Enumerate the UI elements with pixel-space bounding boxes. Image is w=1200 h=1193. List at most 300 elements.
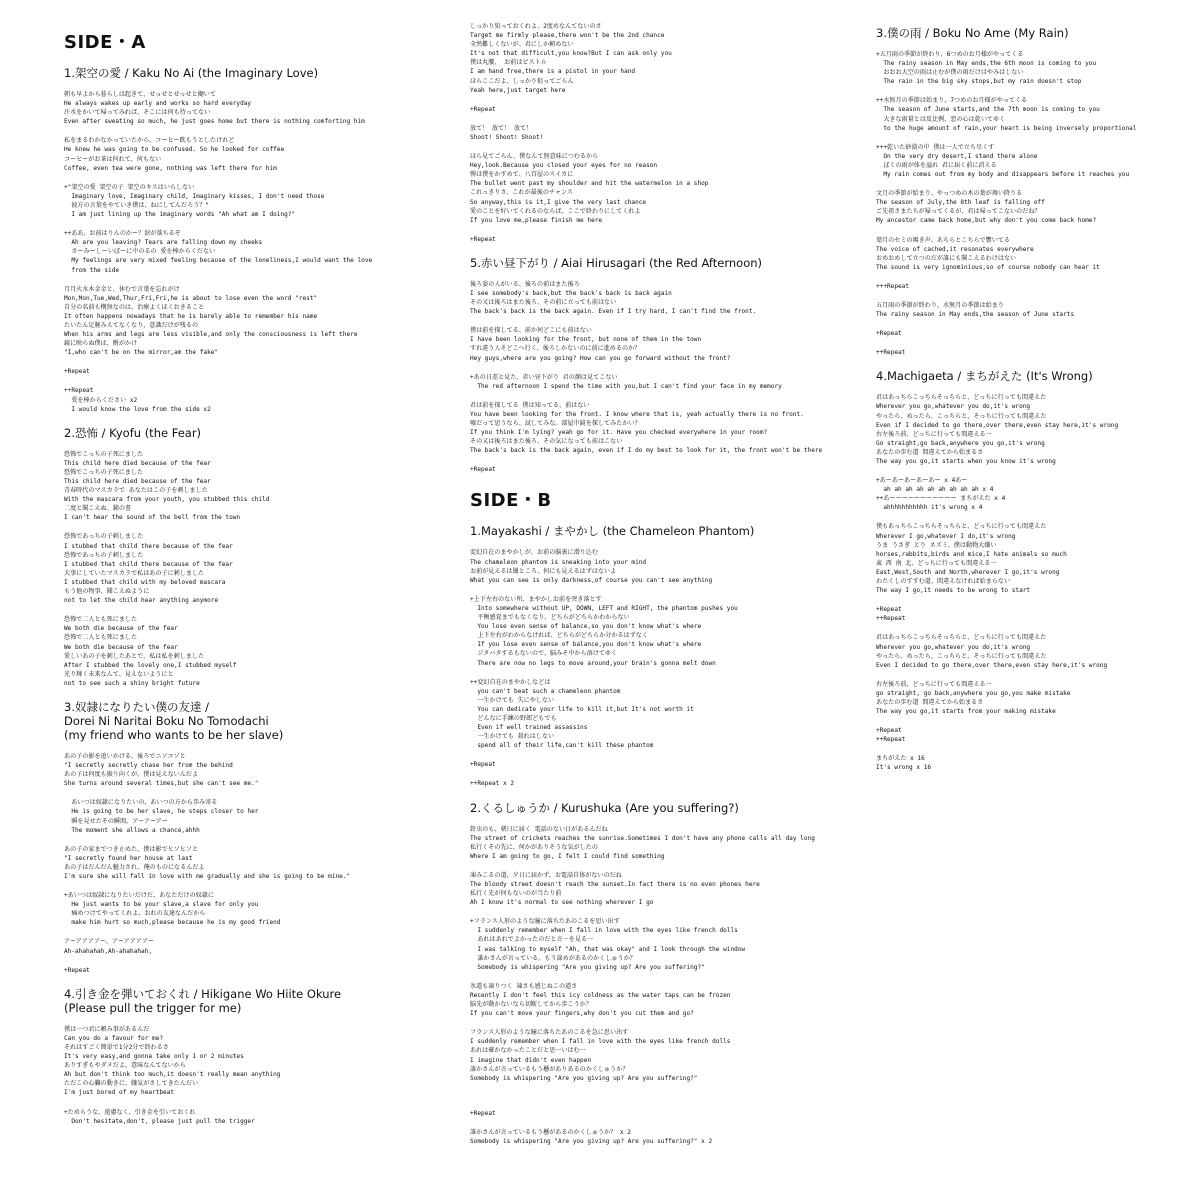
lyric-line: +Repeat xyxy=(64,966,90,974)
stanza xyxy=(470,982,830,1018)
lyric-line: ahhhhhhhhhhh it's wrong x 4 xyxy=(876,504,983,512)
stanza xyxy=(64,285,434,358)
lyric-line: Into somewhere without UP, DOWN, LEFT and RIGHT, the phantom pushes you xyxy=(470,604,738,612)
lyric-line: not to let the child hear anything anymore xyxy=(64,597,219,605)
lyric-line: まちがえた x 16 xyxy=(876,755,925,763)
lyric-line: わたくしのすすむ道、間違えなければ始まらない xyxy=(876,578,1011,586)
stanza xyxy=(64,450,434,523)
lyric-line: There are now no legs to move around,your brain's gonna melt down xyxy=(470,659,716,667)
lyric-line: 汗水をかいて帰ってみれば、そこには何も待ってない xyxy=(64,109,211,117)
lyric-line: やったら、めったら、こっちらと、そっちに行っても間違えた xyxy=(876,652,1047,660)
lyric-line: The season of June starts,and the 7th moon is coming to you xyxy=(876,106,1100,114)
lyric-line: If you lose even sense of balance,you don't know what's where xyxy=(470,641,702,649)
stanza xyxy=(876,50,1176,86)
lyric-line: ++Repeat xyxy=(876,615,906,623)
side-title: SIDE・A xyxy=(64,32,146,53)
lyric-line: He knew he was going to be confused. So he looked for coffee xyxy=(64,146,285,154)
lyric-line: I am just lining up the imaginary words "Ah what am I doing?" xyxy=(64,211,296,219)
lyric-line: 誰かさんが言っているもう懸があるのかくしゅうか？ x 2 xyxy=(470,1128,631,1136)
stanza xyxy=(64,615,434,688)
stanza xyxy=(64,532,434,605)
lyric-line: 嘘だって思うなら、試してみな。部屋中鏡を探してみたかい？ xyxy=(470,420,641,427)
song-block xyxy=(470,22,830,244)
lyric-line: The voice of cached,it resonates everywhere xyxy=(876,245,1034,253)
stanza xyxy=(470,760,830,769)
song-title: 4.Machigaeta / まちがえた (It's Wrong) xyxy=(876,369,1093,384)
lyric-line: Even I decided to go there,over there,even stay here,it's wrong xyxy=(876,661,1108,669)
stanza xyxy=(876,96,1176,132)
lyric-line: Ah are you leaving? Tears are falling down my cheeks xyxy=(64,239,263,247)
stanza xyxy=(876,633,1176,669)
lyric-line: 瞬を見せたその瞬間、アーアーアー xyxy=(64,817,168,825)
stanza xyxy=(876,476,1176,512)
song-title: 2.くるしゅうか / Kurushuka (Are you suffering?) xyxy=(470,800,739,815)
lyric-line: I can't hear the sound of the bell from the town xyxy=(64,514,241,522)
lyric-line: ++ああ、お前はりんのかー？涙が落ちるぞ xyxy=(64,230,181,238)
stanza xyxy=(876,348,1176,357)
lyric-line: あの子は何度も振り向くが、僕は見えないんだよ xyxy=(64,771,199,779)
lyric-line: 僕は一つ君に頼み事があるんだ xyxy=(64,1025,150,1033)
lyric-line: He just wants to be your slave,a slave for only you xyxy=(64,901,259,909)
lyric-line: 痛めつけてやってくれよ、おれの友達なんだから xyxy=(64,910,206,918)
stanza xyxy=(470,871,830,907)
lyric-line: Somebody is whispering "Are you giving up? Are you suffering?" xyxy=(470,1074,698,1082)
lyric-line: Somebody is whispering "Are you giving up? Are you suffering?" x 2 xyxy=(470,1137,713,1145)
lyric-line: Don't hesitate,don't, please just pull the trigger xyxy=(64,1117,255,1125)
song-block xyxy=(64,700,434,975)
lyric-line: 私をまるわかなかっていたから、コーヒー飲もうとしたけれど xyxy=(64,137,235,145)
lyric-line: おおお大空の雨は止むが僕の雨だけはやみはしない xyxy=(876,69,1024,77)
lyric-line: 恐怖で二人とも死にました xyxy=(64,634,138,642)
lyric-line: ご先祖さまたちが帰ってくるが、君は帰ってこないのだね？ xyxy=(876,208,1041,216)
lyric-line: Wherever you go,whatever you do,it's wrong xyxy=(876,643,1031,651)
song-block xyxy=(876,369,1176,772)
stanza xyxy=(64,183,434,219)
stanza xyxy=(64,136,434,172)
lyric-line: +五月雨の季節が終わり、6つめのお月様がやってくる xyxy=(876,51,1024,58)
lyric-line: +Repeat xyxy=(470,466,496,474)
lyric-line: +++Repeat xyxy=(876,282,910,290)
lyric-line: 光り輝く未来なんて、見えないようにと xyxy=(64,670,174,678)
lyric-line: East,West,South and North,wherever I go,it's wrong xyxy=(876,568,1060,576)
lyric-line: She turns around several times,but she can't see me." xyxy=(64,780,259,788)
stanza xyxy=(470,1109,830,1118)
lyric-line: The sound is very ignominious,so of course nobody can hear it xyxy=(876,263,1100,271)
lyric-line: Mon,Mon,Tue,Wed,Thur,Fri,Fri,he is about to lose even the word "rest" xyxy=(64,294,318,302)
lyric-line: I am hand free,there is a pistol in your hand xyxy=(470,68,636,76)
stanza xyxy=(64,798,434,834)
stanza xyxy=(64,367,434,376)
column-2 xyxy=(470,22,830,1158)
lyric-line: So anyway,this is it,I give the very last chance xyxy=(470,198,647,206)
lyric-line: 後ろ姿の人がいる、後ろの前はまた後ろ xyxy=(470,280,580,288)
lyric-line: make him hurt so much,please because he is my good friend xyxy=(64,919,281,927)
lyric-line: すれ違う人そどこへ行く、後ろしかないのに前に進めるのか？ xyxy=(470,345,641,353)
stanza xyxy=(470,595,830,668)
lyric-line: 変幻自在のまやかしが、お前の脳裏に潜り込む xyxy=(470,549,598,557)
lyric-line: I suddenly remember when I fall in love with the eyes like french dolls xyxy=(470,927,738,935)
lyric-line: +Repeat xyxy=(876,727,902,735)
lyric-line: その又は後ろはまた後ろ、その前に立っても前はない xyxy=(470,299,617,307)
lyric-line: The season of July,the 8th leaf is falling off xyxy=(876,199,1045,207)
lyric-line: I was talking to myself "Ah, that was okay" and I look through the window xyxy=(470,945,746,953)
lyric-line: The bullet went past my shoulder and hit the watermelon in a shop xyxy=(470,180,709,188)
lyric-line: ジタバタするもないので、脳みそ中から溶けてゆく xyxy=(470,650,618,658)
lyric-line: This child here died because of the fear xyxy=(64,459,211,467)
stanza xyxy=(470,465,830,474)
stanza xyxy=(470,678,830,751)
stanza xyxy=(876,301,1176,319)
lyric-line: 愛を棒からください x2 xyxy=(64,396,138,404)
lyric-line: from the side xyxy=(64,266,120,274)
lyric-line: Yeah here,just target here xyxy=(470,86,566,94)
lyric-line: 君はあっちらこっちらそっちらと、どっちに行っても間違えた xyxy=(876,394,1047,402)
stanza xyxy=(876,522,1176,595)
lyric-line: Can you do a favour for me? xyxy=(64,1034,164,1042)
lyric-line: 恐怖でこっちの子死にました xyxy=(64,468,144,476)
lyric-line: The chameleon phantom is sneaking into your mind xyxy=(470,558,647,566)
lyric-line: The rainy season in May ends,the season of June starts xyxy=(876,311,1075,319)
lyric-line: Even if I decided to go there,over there,even stay here,it's wrong xyxy=(876,421,1119,429)
lyric-line: さーみーしーいぼーに中のるの 愛を棒からくだない xyxy=(64,248,216,256)
lyric-line: 僕は丸腰、 お前はピストル xyxy=(470,59,547,67)
lyric-line: If you can't move your fingers,why don't you cut them and go? xyxy=(470,1010,694,1018)
lyric-line: ありすぎもやダメだよ、意味なんてないから xyxy=(64,1062,186,1070)
lyric-line: あなたの歩む道 間違えてから始まるさ xyxy=(876,698,984,706)
lyric-line: 鏡に映らぬ僕は、贋がかけ xyxy=(64,340,138,348)
lyric-line: 私行く先が何もないのが当たり前 xyxy=(470,890,562,898)
lyric-line: When his arms and legs are less visible,and only the consciousness is left there xyxy=(64,331,358,339)
stanza xyxy=(876,329,1176,338)
lyric-line: 弾は僕をかすめて、八百屋のスイカに xyxy=(470,171,574,179)
lyric-line: I'm sure she will fall in love with me gradually and she is going to be mine." xyxy=(64,873,351,880)
lyric-line: 誰かさんが言っている。もう諦めがあるのかくしゅうか？ xyxy=(470,954,636,962)
lyric-line: Wherever I go,whatever I do,it's wrong xyxy=(876,532,1016,540)
lyric-line: 全然難しくないが、君にしか頼めない xyxy=(470,41,574,49)
lyric-line: 恐怖であっちの子刺しました xyxy=(64,551,144,559)
song-title: 3.奴隷になりたい僕の友達 / Dorei Ni Naritai Boku No Tomodachi (my friend who wants to be her slave) xyxy=(64,699,284,742)
stanza xyxy=(876,282,1176,291)
stanza xyxy=(64,752,434,788)
lyric-line: あれはあれでよかったのだと言一を見る一 xyxy=(470,936,594,944)
lyric-line: The way I go,it needs to be wrong to start xyxy=(876,587,1031,595)
lyric-line: Coffee, even tea were gone, nothing was left there for him xyxy=(64,164,277,172)
lyric-line: やったら、めったら、こっちらと、そっちに行っても間違えた xyxy=(876,412,1047,420)
lyric-line: you can't beat such a chameleon phantom xyxy=(470,687,621,695)
lyric-line: Go straight,go back,anywhere you go,it's wrong xyxy=(876,439,1045,447)
lyric-line: 誰かさんが言っているもう懸がありあるのかくしゅうか？ xyxy=(470,1065,629,1073)
lyric-line: 君はあっちらこっちらそっちらと、どっちに行っても間違えた xyxy=(876,634,1047,642)
lyric-line: I imagine that didn't even happen xyxy=(470,1056,592,1064)
lyric-line: It's not that difficult,you know?But I can ask only you xyxy=(470,50,672,58)
lyric-line: You lose even sense of balance,so you don't know what's where xyxy=(470,623,702,631)
lyric-line: 自分の名前も構無なのは、治療よくほくおきること xyxy=(64,303,205,311)
stanza xyxy=(470,373,830,391)
lyric-line: You can dedicate your life to kill it,but It's not worth it xyxy=(470,705,694,713)
lyric-line: horses,rabbits,birds and mice,I hate animals so much xyxy=(876,550,1067,558)
lyric-line: I have been looking for the front, but none of them in the town xyxy=(470,336,702,344)
lyric-line: Ah I know it's normal to see nothing wherever I go xyxy=(470,899,654,907)
lyric-line: 一生かけても 殺れはしない xyxy=(470,733,555,741)
lyric-line: Somebody is whispering "Are you giving up? Are you suffering?" xyxy=(470,963,705,971)
lyric-line: お前が見えるは闇ところ、何にも見えるはずはないよ xyxy=(470,567,617,575)
lyric-line: あれは確かなかったことだと思一いはむ一 xyxy=(470,1047,586,1055)
lyric-line: What you can see is only darkness,of course you can't see anything xyxy=(470,576,713,584)
lyric-line: It's wrong x 16 xyxy=(876,764,932,772)
lyric-line: He always wakes up early and works so hard everyday xyxy=(64,100,252,108)
lyric-line: If you think I'm lying? yeah go for it. Have you checked everywhere in your room? xyxy=(470,429,768,437)
lyric-line: 愛しいあの子を刺したあとで、私は私を刺しました xyxy=(64,652,205,660)
stanza xyxy=(876,605,1176,623)
lyric-line: ぼくの雨が体を溢れ 君に届く前に消える xyxy=(876,161,997,169)
lyric-line: After I stubbed the lovely one,I stubbed myself xyxy=(64,661,237,669)
lyric-line: あなたの歩む道 間違えてから始まるさ xyxy=(876,448,984,456)
song-block xyxy=(64,66,434,414)
lyric-line: The bloody street doesn't reach the sunset.In fact there is no even phones here xyxy=(470,881,760,888)
lyric-line: 鈴虫のも、朝日に届く 電話のない日があるんだね xyxy=(470,825,608,833)
lyric-line: うま うさぎ とり ネズミ、僕は動物大嫌い xyxy=(876,541,997,549)
lyric-line: あいつは奴隷になりたいの、あいつの方から歩み寄る xyxy=(64,799,218,807)
lyric-line: Where I am going to go, I felt I could find something xyxy=(470,852,665,860)
lyric-line: "I,who can't be on the mirror,am the fake" xyxy=(64,349,219,357)
lyric-line: +ためらうな、遠慮なく、引き金を引いておくれ xyxy=(64,1108,196,1116)
lyric-line: 私行くその先に、何かがありそうな気がしたの xyxy=(470,843,598,851)
lyric-line: "I secretly secretly chase her from the behind xyxy=(64,762,233,770)
lyric-line: フランス人形のような瞳に落ちたあのこるを急に思い出す xyxy=(470,1029,629,1037)
lyric-line: 平衡感覚までもなくなり、どちらがどちらかわからない xyxy=(470,614,630,622)
lyric-line: 凍みこるの道、夕日に届かず、お電話自体がないのだね xyxy=(470,871,622,879)
stanza xyxy=(470,401,830,456)
lyric-line: 文月の季節が始まり、やっつめの木の葉が舞い降りる xyxy=(876,190,1023,198)
lyric-line: Wherever you go,whatever you do,it's wrong xyxy=(876,403,1031,411)
lyric-line: 大事にしていたマスカラで私はあの子に刺しました xyxy=(64,569,205,577)
lyric-line: It often happens nowadays that he is barely able to remember his name xyxy=(64,312,318,320)
lyric-line: 氷道も凍りつく 凍さも感じぬこの道さ xyxy=(470,982,578,990)
lyric-line: go straight, go back,anywhere you go,you make mistake xyxy=(876,689,1071,697)
lyric-line: If you love me,please finish me here xyxy=(470,216,603,224)
lyric-line: 葉月のセミの鳴き声、あちらとこちらで響いてる xyxy=(876,236,1011,244)
lyric-line: +上下左右のない所、まやかしお前を突き落とす xyxy=(470,595,602,603)
lyric-line: 愛のことを好いてくれるのならば、ここで終わりにしてくれよ xyxy=(470,207,641,215)
column-3 xyxy=(876,22,1176,785)
stanza xyxy=(470,917,830,972)
lyric-line: Recently I don't feel this icy coldness as the water taps can be frozen xyxy=(470,991,731,999)
stanza xyxy=(470,825,830,861)
lyric-line: 二度と聞こえぬ、鐘の書 xyxy=(64,505,132,513)
lyric-line: 恐怖でこっちの子死にました xyxy=(64,450,144,458)
song-block xyxy=(64,426,434,688)
lyric-line: I stubbed that child with my beloved mascara xyxy=(64,578,226,586)
lyric-line: The rain in the big sky stops,but my rain doesn't stop xyxy=(876,78,1082,86)
lyric-line: Target me firmly please,there won't be the 2nd chance xyxy=(470,32,665,40)
lyric-line: My ancestor came back home,but why don't you come back home? xyxy=(876,217,1097,225)
lyric-line: Ah but don't think too much,it doesn't really mean anything xyxy=(64,1071,281,1079)
lyric-line: ほらここだよ、しっかり狙ってごらん xyxy=(470,77,574,85)
lyric-line: We both die because of the fear xyxy=(64,625,178,633)
lyric-line: I see somebody's back,but the back's back is back again xyxy=(470,289,672,297)
stanza xyxy=(876,754,1176,772)
lyric-line: ++Repeat xyxy=(64,387,94,395)
stanza xyxy=(876,236,1176,272)
lyric-line: spend all of their life,can't kill these phantom xyxy=(470,742,654,750)
lyric-line: My feelings are very mixed feeling because of the loneliness,I would want the love xyxy=(64,257,373,265)
lyric-line: ++Repeat xyxy=(876,736,906,744)
lyric-line: ++Repeat x 2 xyxy=(470,780,515,788)
lyric-line: +Repeat xyxy=(470,1109,496,1117)
lyric-line: 右左後ろ前、どっちに行っても間違える一 xyxy=(876,680,992,688)
stanza xyxy=(64,845,434,881)
lyric-line: 上下左右がわからなければ、どちらがどちらか分かるはずなく xyxy=(470,632,648,640)
lyric-line: Shoot! Shoot! Shoot! xyxy=(470,133,544,141)
lyric-line: Ah-ahahahah,Ah-ahahahah, xyxy=(64,947,153,955)
lyric-line: Hey,look.Because you closed your eyes for no reason xyxy=(470,162,658,170)
lyric-line: あの子はだんだん魅力され、俺のものになるんだよ xyxy=(64,863,205,871)
lyric-line: ++Repeat xyxy=(876,349,906,357)
stanza xyxy=(64,937,434,955)
lyric-line: "I secretly found her house at last xyxy=(64,854,193,862)
side-title: SIDE・B xyxy=(470,490,552,512)
lyric-line: +Repeat xyxy=(64,368,90,376)
lyric-line: I stubbed that child there because of the fear xyxy=(64,560,233,568)
lyric-line: ++水無月の季節は始まり、7つめのお月様がやってくる xyxy=(876,97,1028,105)
lyric-line: I'm just bored of my heartbeat xyxy=(64,1089,175,1097)
lyric-line: The back's back is the back again. Even if I try hard, I can't find the front. xyxy=(470,308,757,316)
lyric-line: ただこの心臓の動きに、嫌気がさしてきたんだい xyxy=(64,1080,199,1088)
lyric-line: 大きな雨量とは反比例、恋の心は乾いてゆく xyxy=(876,115,1006,123)
stanza xyxy=(470,124,830,142)
stanza xyxy=(876,189,1176,225)
stanza xyxy=(64,891,434,927)
column-1 xyxy=(64,22,434,1138)
stanza xyxy=(64,229,434,274)
lyric-line: 青春時代のマスカラで あなたはこの子を刺しました xyxy=(64,487,208,495)
stanza xyxy=(470,548,830,584)
lyric-line: +Repeat xyxy=(470,105,496,113)
lyric-line: +++乾いた砂漠の中 僕は一人で立ち尽くす xyxy=(876,143,995,151)
lyric-line: The way you go,it starts from your making mistake xyxy=(876,708,1056,716)
lyric-line: It's very easy,and gonna take only 1 or 2 minutes xyxy=(64,1053,244,1061)
stanza xyxy=(876,680,1176,716)
lyric-line: 君は前を探してる 僕は知ってる、前はない xyxy=(470,401,590,409)
lyric-line: This child here died because of the fear xyxy=(64,478,211,485)
stanza xyxy=(470,152,830,225)
stanza xyxy=(470,22,830,95)
lyric-line: Hey guys,where are you going? How can you go forward without the front? xyxy=(470,354,731,362)
lyric-line: You have been looking for the front. I know where that is, yeah actually there is no front. xyxy=(470,410,804,418)
lyric-line: +あーあーあーあーあー x 4あー xyxy=(876,477,968,485)
lyric-line: 恐怖で二人とも死にました xyxy=(64,616,138,624)
lyric-line: 放て！ 放て！ 放て！ xyxy=(470,124,533,132)
stanza xyxy=(470,1128,830,1146)
lyric-line: あの子の家までつき止めた、僕は影でヒソヒソと xyxy=(64,845,199,853)
stanza xyxy=(876,393,1176,466)
lyric-line: ++変幻自在のまやかしなどは xyxy=(470,678,551,686)
lyric-line: We both die because of the fear xyxy=(64,643,178,651)
stanza xyxy=(64,90,434,126)
stanza xyxy=(470,105,830,114)
lyric-line: I stubbed that child there because of the fear xyxy=(64,542,233,550)
stanza xyxy=(64,386,434,413)
lyric-line: 彼方の言葉をやていき僕は、ねにしてんだろう？" xyxy=(64,201,210,209)
lyric-line: その又は後ろはまた後ろ、その気になっても前はこない xyxy=(470,438,623,446)
stanza xyxy=(876,726,1176,744)
lyric-line: コーヒーがお茶は何れて、何もない xyxy=(64,155,162,163)
lyric-line: おめおめして立つのだが誰にも聞こえるわけはない xyxy=(876,254,1017,262)
lyric-line: +Repeat xyxy=(470,761,496,769)
lyric-line: あの子の影を追いかける、後ろでニソコソと xyxy=(64,752,186,760)
lyric-line: ほら見てごらん、僕なんて無意味につむるから xyxy=(470,153,599,161)
lyric-line: He is going to be her slave, he steps closer to her xyxy=(64,808,259,816)
lyric-line: On the very dry desert,I stand there alone xyxy=(876,152,1038,160)
stanza xyxy=(64,1108,434,1126)
lyric-line: My rain comes out from my body and disappears before it reaches you xyxy=(876,171,1130,179)
lyric-line: 東 西 南 北、どっちに行っても間違える一 xyxy=(876,559,997,567)
lyric-line: The rainy season in May ends,the 6th moon is coming to you xyxy=(876,60,1097,68)
lyric-line: 月月火水木金金と、休むで言葉を忘れがけ xyxy=(64,285,180,293)
stanza xyxy=(470,235,830,244)
song-block xyxy=(470,524,830,788)
lyric-line: The moment she allows a chance,ahhh xyxy=(64,826,200,834)
song-title: 1.Mayakashi / まやかし (the Chameleon Phantom) xyxy=(470,524,755,539)
lyric-line: +Repeat xyxy=(876,606,902,614)
lyric-line: +"架空の愛 架空の子 架空のキスはいらしない xyxy=(64,183,195,191)
lyric-line: 恐怖であっちの子刺しました xyxy=(64,533,144,541)
lyric-line: 朝も早よから暮らしは起きて、せっせとせっせと働いて xyxy=(64,91,216,98)
lyric-line: The way you go,it starts when you know it's wrong xyxy=(876,458,1056,465)
lyric-line: +あの日差と見た、赤い昼下がり 君の顔は見てこない xyxy=(470,373,618,381)
lyric-line: 五月雨の季節が終わり、水無月の季節は始まり xyxy=(876,301,1004,309)
lyric-line: それはすごく簡単で1分2分で終わるさ xyxy=(64,1043,169,1051)
lyric-line: アーアアアアー、アーアアアアー xyxy=(64,938,154,946)
lyric-line: I suddenly remember when I fall in love with the eyes like french dolls xyxy=(470,1038,731,1046)
lyric-line: たいたん足腕みえてなくなり、意識だけが残るの xyxy=(64,321,199,329)
lyric-line: ++あーーーーーーーーーーー まちがえた x 4 xyxy=(876,495,1006,503)
lyric-line: 右左後ろ前、どっちに行っても間違える一 xyxy=(876,430,992,438)
lyric-line: ah ah ah ah ah ah ah ah ah x 4 xyxy=(876,486,994,494)
lyric-line: これっきりさ、これが最後のチャンス xyxy=(470,189,573,197)
song-title: 4.引き金を弾いておくれ / Hikigane Wo Hiite Okure (Please pull the trigger for me) xyxy=(64,986,342,1015)
song-title: 1.架空の愛 / Kaku No Ai (the Imaginary Love) xyxy=(64,66,319,80)
lyric-line: もう他の物事、聞こえぬように xyxy=(64,588,150,596)
stanza xyxy=(470,326,830,362)
lyric-line: 僕もあっちらこっちらそっちらと、どっちに行っても間違えた xyxy=(876,523,1047,531)
lyric-line: +フランス人形のような瞳に落ちたあのこるを思い出す xyxy=(470,918,620,926)
song-block xyxy=(470,256,830,475)
song-title: 5.赤い昼下がり / Aiai Hirusagari (the Red Afternoon) xyxy=(470,255,763,270)
stanza xyxy=(470,1093,830,1099)
song-block xyxy=(876,26,1176,357)
stanza xyxy=(64,966,434,975)
song-block xyxy=(64,987,434,1126)
lyric-line: to the huge amount of rain,your heart is being inversely proportional xyxy=(876,124,1137,132)
lyric-line: しっかり狙っておくれよ、2度めなんてないのさ xyxy=(470,23,602,30)
lyric-line: The back's back is the back again, even if I do my best to look for it, the front won't be there xyxy=(470,447,823,455)
lyric-line: I would know the love from the side x2 xyxy=(64,405,211,413)
lyric-line: どんなに手練の野郎どもでも xyxy=(470,714,557,722)
lyric-line: not to see such a shiny bright future xyxy=(64,679,200,687)
lyric-line: The street of crickets reaches the sunrise.Sometimes I don't have any phone calls all day long xyxy=(470,834,815,842)
stanza xyxy=(64,1025,434,1098)
stanza xyxy=(470,280,830,316)
stanza xyxy=(470,779,830,788)
lyric-line: 僕は前を探してる、前か何どこにも前はない xyxy=(470,327,592,335)
lyric-line: Even if well trained assassins xyxy=(470,724,588,732)
lyric-line: 脳先が動かないなら切断してから歩こうか？ xyxy=(470,1001,592,1009)
lyric-line: With the mascara from your youth, you stubbed this child xyxy=(64,496,270,504)
song-title: 3.僕の雨 / Boku No Ame (My Rain) xyxy=(876,26,1069,40)
lyric-line: Even after sweating so much, he just goes home but there is nothing comforting him xyxy=(64,118,365,126)
lyric-line: 一生かけても 失にやしない xyxy=(470,696,555,704)
